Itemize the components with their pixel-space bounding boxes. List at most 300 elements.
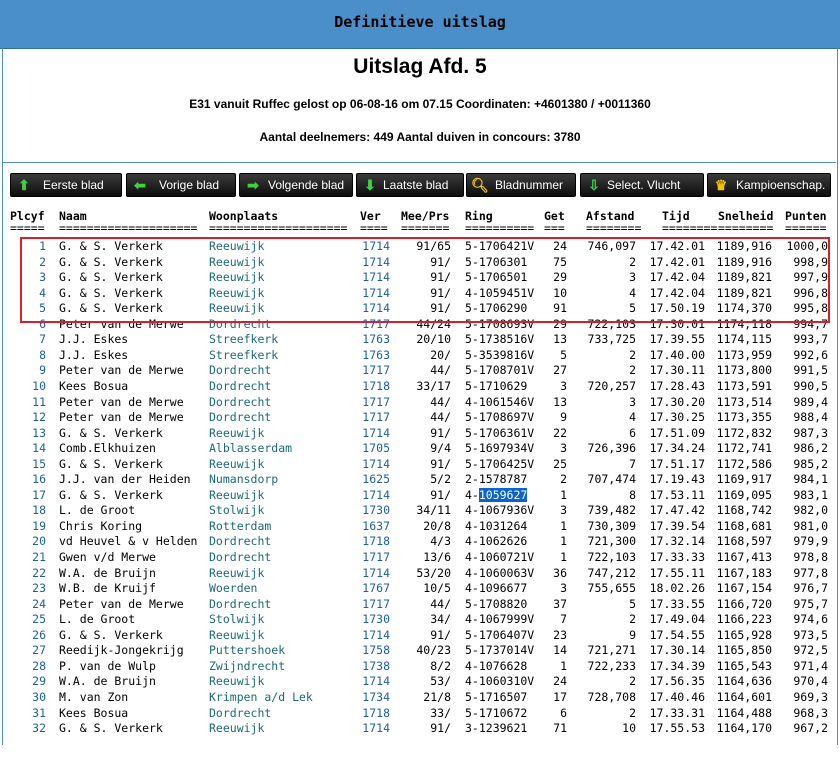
ring-cell: 4-1060310V xyxy=(465,674,535,688)
get-cell: 2 xyxy=(560,472,567,486)
name-cell: Gwen v/d Merwe xyxy=(59,550,156,564)
points-cell: 985,2 xyxy=(793,457,828,471)
points-cell: 986,2 xyxy=(793,441,828,455)
rank-link[interactable]: 4 xyxy=(39,286,46,300)
name-cell: P. van de Wulp xyxy=(59,659,156,673)
points-cell: 971,4 xyxy=(793,659,828,673)
name-cell: Peter van de Merwe xyxy=(59,395,184,409)
get-cell: 3 xyxy=(560,379,567,393)
distance-cell: 721,300 xyxy=(587,534,636,548)
speed-cell: 1168,681 xyxy=(716,519,772,533)
get-cell: 5 xyxy=(560,348,567,362)
points-cell: 987,3 xyxy=(793,426,828,440)
get-cell: 17 xyxy=(553,690,567,704)
speed-cell: 1173,800 xyxy=(716,363,772,377)
place-link[interactable]: Reeuwijk xyxy=(209,674,265,688)
mee-prs-cell: 44/ xyxy=(430,597,451,611)
place-link[interactable]: Alblasserdam xyxy=(209,441,293,455)
place-link[interactable]: Dordrecht xyxy=(209,363,272,377)
get-cell: 3 xyxy=(560,503,567,517)
time-cell: 17.39.54 xyxy=(649,519,705,533)
rank-link[interactable]: 18 xyxy=(32,503,46,517)
time-cell: 17.34.24 xyxy=(649,441,705,455)
ver-link[interactable]: 1718 xyxy=(362,534,390,548)
ver-link[interactable]: 1717 xyxy=(362,317,390,331)
speed-cell: 1169,917 xyxy=(716,472,772,486)
speed-cell: 1165,928 xyxy=(716,628,772,642)
speed-cell: 1169,095 xyxy=(716,488,772,502)
time-cell: 17.30.14 xyxy=(649,643,705,657)
name-cell: Kees Bosua xyxy=(59,379,129,393)
place-link[interactable]: Reeuwijk xyxy=(209,628,265,642)
column-underline: ======== xyxy=(718,221,774,235)
distance-cell: 2 xyxy=(629,706,636,720)
speed-cell: 1167,413 xyxy=(716,550,772,564)
distance-cell: 5 xyxy=(629,301,636,315)
rank-link[interactable]: 26 xyxy=(32,628,46,642)
participants-info: Aantal deelnemers: 449 Aantal duiven in concours: 3780 xyxy=(259,130,581,144)
column-underline: === xyxy=(544,221,565,235)
ring-cell: 5-1708693V xyxy=(465,317,535,331)
speed-cell: 1167,183 xyxy=(716,566,772,580)
select-flight-label: Select. Vlucht xyxy=(607,178,681,192)
ver-link[interactable]: 1714 xyxy=(362,674,390,688)
points-cell: 967,2 xyxy=(793,721,828,735)
time-cell: 17.19.43 xyxy=(649,472,705,486)
speed-cell: 1189,821 xyxy=(716,286,772,300)
ver-link[interactable]: 1734 xyxy=(362,690,390,704)
rank-link[interactable]: 12 xyxy=(32,410,46,424)
mee-prs-cell: 10/5 xyxy=(423,581,451,595)
place-link[interactable]: Puttershoek xyxy=(209,643,286,657)
ver-link[interactable]: 1625 xyxy=(362,472,390,486)
page-title: Uitslag Afd. 5 xyxy=(353,55,487,78)
get-cell: 1 xyxy=(560,659,567,673)
time-cell: 17.54.55 xyxy=(649,628,705,642)
mee-prs-cell: 44/ xyxy=(430,395,451,409)
column-underline: ========== xyxy=(465,221,535,235)
ring-cell: 5-1708701V xyxy=(465,363,535,377)
mee-prs-cell: 91/ xyxy=(430,286,451,300)
ring-cell xyxy=(465,489,545,502)
name-cell: G. & S. Verkerk xyxy=(59,255,163,269)
name-cell: Reedijk-Jongekrijg xyxy=(59,643,184,657)
torn-edge xyxy=(0,745,840,777)
place-link[interactable]: Dordrecht xyxy=(209,410,272,424)
rank-link[interactable]: 16 xyxy=(32,472,46,486)
ver-link[interactable]: 1714 xyxy=(362,457,390,471)
get-cell: 1 xyxy=(560,519,567,533)
column-underline: ==================== xyxy=(59,221,198,235)
distance-cell: 720,257 xyxy=(587,379,636,393)
rank-link[interactable]: 3 xyxy=(39,270,46,284)
get-cell: 7 xyxy=(560,612,567,626)
ring-cell: 5-1737014V xyxy=(465,643,535,657)
get-cell: 1 xyxy=(560,534,567,548)
rank-link[interactable]: 21 xyxy=(32,550,46,564)
ver-link[interactable]: 1717 xyxy=(362,410,390,424)
ver-link[interactable]: 1714 xyxy=(362,721,390,735)
ver-link[interactable]: 1763 xyxy=(362,332,390,346)
column-header: Ver xyxy=(360,209,381,223)
rank-link[interactable]: 31 xyxy=(32,706,46,720)
name-cell: Peter van de Merwe xyxy=(59,317,184,331)
ver-link[interactable]: 1717 xyxy=(362,597,390,611)
place-link[interactable]: Reeuwijk xyxy=(209,301,265,315)
place-link[interactable]: Reeuwijk xyxy=(209,270,265,284)
rank-link[interactable]: 25 xyxy=(32,612,46,626)
ver-link[interactable]: 1717 xyxy=(362,550,390,564)
distance-cell: 733,725 xyxy=(587,332,636,346)
distance-cell: 721,271 xyxy=(587,643,636,657)
place-link[interactable]: Reeuwijk xyxy=(209,488,265,502)
get-cell: 1 xyxy=(560,550,567,564)
place-link[interactable]: Woerden xyxy=(209,581,258,595)
arrow-up-icon: ⬆ xyxy=(18,177,30,193)
get-cell: 13 xyxy=(553,332,567,346)
ring-cell: 3-1239621 xyxy=(465,721,528,735)
speed-cell: 1166,720 xyxy=(716,597,772,611)
place-link[interactable]: Reeuwijk xyxy=(209,239,265,253)
rank-link[interactable]: 1 xyxy=(39,239,46,253)
time-cell: 17.51.09 xyxy=(649,426,705,440)
time-cell: 17.39.55 xyxy=(649,332,705,346)
ver-link[interactable]: 1718 xyxy=(362,379,390,393)
time-cell: 17.42.04 xyxy=(649,286,705,300)
time-cell: 17.49.04 xyxy=(649,612,705,626)
time-cell: 17.40.46 xyxy=(649,690,705,704)
speed-cell: 1164,636 xyxy=(716,674,772,688)
ver-link[interactable]: 1714 xyxy=(362,286,390,300)
release-info: E31 vanuit Ruffec gelost op 06-08-16 om 07.15 Coordinaten: +4601380 / +0011360 xyxy=(189,97,651,111)
place-link[interactable]: Reeuwijk xyxy=(209,566,265,580)
ring-cell: 5-1697934V xyxy=(465,441,535,455)
rank-link[interactable]: 27 xyxy=(32,643,46,657)
rank-link[interactable]: 23 xyxy=(32,581,46,595)
points-cell: 993,7 xyxy=(793,332,828,346)
get-cell: 10 xyxy=(553,286,567,300)
name-cell: Peter van de Merwe xyxy=(59,363,184,377)
ring-cell: 5-1710672 xyxy=(465,706,528,720)
mee-prs-cell: 91/ xyxy=(430,301,451,315)
place-link[interactable]: Reeuwijk xyxy=(209,286,265,300)
place-link[interactable]: Dordrecht xyxy=(209,550,272,564)
column-header: Snelheid xyxy=(718,209,774,223)
rank-link[interactable]: 22 xyxy=(32,566,46,580)
distance-cell: 10 xyxy=(622,721,636,735)
ver-link[interactable]: 1763 xyxy=(362,348,390,362)
distance-cell: 730,309 xyxy=(587,519,636,533)
get-cell: 36 xyxy=(553,566,567,580)
points-cell: 972,5 xyxy=(793,643,828,657)
mee-prs-cell: 5/2 xyxy=(430,472,451,486)
time-cell: 17.33.33 xyxy=(649,550,705,564)
place-link[interactable]: Zwijndrecht xyxy=(209,659,286,673)
ring-cell: 4-1031264 xyxy=(465,519,528,533)
distance-cell: 4 xyxy=(629,286,636,300)
column-header: Naam xyxy=(59,209,87,223)
mee-prs-cell: 9/4 xyxy=(430,441,451,455)
arrow-left-icon: ⬅ xyxy=(134,177,146,193)
time-cell: 17.55.53 xyxy=(649,721,705,735)
speed-cell: 1172,586 xyxy=(716,457,772,471)
place-link[interactable]: Numansdorp xyxy=(209,472,279,486)
first-page-button[interactable] xyxy=(10,173,122,197)
last-page-label: Laatste blad xyxy=(383,178,449,192)
name-cell: G. & S. Verkerk xyxy=(59,270,163,284)
ver-link[interactable]: 1730 xyxy=(362,612,390,626)
ring-cell: 5-1706290 xyxy=(465,301,528,315)
distance-cell: 2 xyxy=(629,612,636,626)
speed-cell: 1165,543 xyxy=(716,659,772,673)
crown-icon: ♛ xyxy=(714,177,728,193)
mee-prs-cell: 44/ xyxy=(430,410,451,424)
distance-cell: 747,212 xyxy=(587,566,636,580)
rank-link[interactable]: 6 xyxy=(39,317,46,331)
distance-cell: 2 xyxy=(629,363,636,377)
column-header: Get xyxy=(544,209,565,223)
place-link[interactable]: Krimpen a/d Lek xyxy=(209,690,313,704)
column-underline: ==================== xyxy=(209,221,348,235)
ver-link[interactable]: 1717 xyxy=(362,395,390,409)
name-cell: G. & S. Verkerk xyxy=(59,301,163,315)
points-cell: 968,3 xyxy=(793,706,828,720)
ver-link[interactable]: 1637 xyxy=(362,519,390,533)
get-cell: 3 xyxy=(560,441,567,455)
name-cell: M. van Zon xyxy=(59,690,129,704)
mee-prs-cell: 13/6 xyxy=(423,550,451,564)
ver-link[interactable]: 1717 xyxy=(362,363,390,377)
championship-button[interactable] xyxy=(707,173,831,197)
time-cell: 17.33.55 xyxy=(649,597,705,611)
distance-cell: 746,097 xyxy=(587,239,636,253)
ring-cell: 4-1062626 xyxy=(465,534,528,548)
name-cell: J.J. Eskes xyxy=(59,332,129,346)
rank-link[interactable]: 28 xyxy=(32,659,46,673)
first-page-label: Eerste blad xyxy=(43,178,104,192)
mee-prs-cell: 91/ xyxy=(430,628,451,642)
points-cell: 990,5 xyxy=(793,379,828,393)
place-link[interactable]: Reeuwijk xyxy=(209,426,265,440)
place-link[interactable]: Dordrecht xyxy=(209,317,272,331)
place-link[interactable]: Reeuwijk xyxy=(209,457,265,471)
select-flight-button[interactable] xyxy=(580,173,704,197)
rank-link[interactable]: 15 xyxy=(32,457,46,471)
mee-prs-cell: 53/ xyxy=(430,674,451,688)
distance-cell: 3 xyxy=(629,270,636,284)
mee-prs-cell: 40/23 xyxy=(416,643,451,657)
time-cell: 18.02.26 xyxy=(649,581,705,595)
mee-prs-cell: 33/ xyxy=(430,706,451,720)
ring-cell: 4-1060063V xyxy=(465,566,535,580)
place-link[interactable]: Stolwijk xyxy=(209,503,265,517)
ver-link[interactable]: 1714 xyxy=(362,426,390,440)
mee-prs-cell: 44/ xyxy=(430,363,451,377)
time-cell: 17.56.35 xyxy=(649,674,705,688)
place-link[interactable]: Streefkerk xyxy=(209,332,279,346)
ver-link[interactable]: 1718 xyxy=(362,706,390,720)
place-link[interactable]: Dordrecht xyxy=(209,534,272,548)
page-number-button[interactable] xyxy=(466,173,576,197)
points-cell: 988,4 xyxy=(793,410,828,424)
points-cell: 981,0 xyxy=(793,519,828,533)
rank-link[interactable]: 10 xyxy=(32,379,46,393)
ring-cell: 4-1061546V xyxy=(465,395,535,409)
points-cell: 995,8 xyxy=(793,301,828,315)
ver-link[interactable]: 1714 xyxy=(362,488,390,502)
points-cell: 994,7 xyxy=(793,317,828,331)
rank-link[interactable]: 7 xyxy=(39,332,46,346)
next-page-button[interactable] xyxy=(239,173,353,197)
name-cell: G. & S. Verkerk xyxy=(59,457,163,471)
ver-link[interactable]: 1714 xyxy=(362,255,390,269)
speed-cell: 1189,821 xyxy=(716,270,772,284)
rank-link[interactable]: 8 xyxy=(39,348,46,362)
rank-link[interactable]: 29 xyxy=(32,674,46,688)
previous-page-label: Vorige blad xyxy=(159,178,220,192)
ring-cell: 4-1059451V xyxy=(465,286,535,300)
points-cell: 979,9 xyxy=(793,534,828,548)
place-link[interactable]: Dordrecht xyxy=(209,395,272,409)
points-cell: 991,5 xyxy=(793,363,828,377)
place-link[interactable]: Dordrecht xyxy=(209,706,272,720)
rank-link[interactable]: 30 xyxy=(32,690,46,704)
ring-cell: 5-1706425V xyxy=(465,457,535,471)
distance-cell: 2 xyxy=(629,674,636,688)
speed-cell: 1173,959 xyxy=(716,348,772,362)
column-underline: ===== xyxy=(10,221,45,235)
rank-link[interactable]: 14 xyxy=(32,441,46,455)
ring-cell: 4-1067999V xyxy=(465,612,535,626)
distance-cell: 722,103 xyxy=(587,550,636,564)
rank-link[interactable]: 24 xyxy=(32,597,46,611)
distance-cell: 2 xyxy=(629,255,636,269)
name-cell: W.B. de Kruijf xyxy=(59,581,156,595)
distance-cell: 722,233 xyxy=(587,659,636,673)
time-cell: 17.53.11 xyxy=(649,488,705,502)
speed-cell: 1174,370 xyxy=(716,301,772,315)
time-cell: 17.42.01 xyxy=(649,255,705,269)
rank-link[interactable]: 20 xyxy=(32,534,46,548)
points-cell: 977,8 xyxy=(793,566,828,580)
place-link[interactable]: Dordrecht xyxy=(209,379,272,393)
name-cell: L. de Groot xyxy=(59,612,136,626)
column-header: Punten xyxy=(785,209,827,223)
ver-link[interactable]: 1738 xyxy=(362,659,390,673)
column-header: Plcyf xyxy=(10,209,45,223)
mee-prs-cell: 33/17 xyxy=(416,379,451,393)
points-cell: 978,8 xyxy=(793,550,828,564)
selected-ring-text[interactable]: 1059627 xyxy=(478,488,528,502)
ring-cell: 4-1067936V xyxy=(465,503,535,517)
column-header: Tijd xyxy=(662,209,690,223)
get-cell: 3 xyxy=(560,581,567,595)
mee-prs-cell: 34/ xyxy=(430,612,451,626)
get-cell: 6 xyxy=(560,706,567,720)
ver-link[interactable]: 1714 xyxy=(362,270,390,284)
time-cell: 17.55.11 xyxy=(649,566,705,580)
name-cell: J.J. van der Heiden xyxy=(59,472,191,486)
get-cell: 24 xyxy=(553,674,567,688)
ring-cell: 2-1578787 xyxy=(465,472,528,486)
ring-cell: 5-1706361V xyxy=(465,426,535,440)
name-cell: Kees Bosua xyxy=(59,706,129,720)
mee-prs-cell: 20/ xyxy=(430,348,451,362)
name-cell: G. & S. Verkerk xyxy=(59,426,163,440)
get-cell: 25 xyxy=(553,457,567,471)
ver-link[interactable]: 1730 xyxy=(362,503,390,517)
ver-link[interactable]: 1705 xyxy=(362,441,390,455)
column-header: Afstand xyxy=(586,209,635,223)
ver-link[interactable]: 1714 xyxy=(362,239,390,253)
place-link[interactable]: Streefkerk xyxy=(209,348,279,362)
mee-prs-cell: 20/10 xyxy=(416,332,451,346)
rank-link[interactable]: 2 xyxy=(39,255,46,269)
get-cell: 91 xyxy=(553,301,567,315)
name-cell: Peter van de Merwe xyxy=(59,597,184,611)
ver-link[interactable]: 1714 xyxy=(362,628,390,642)
rank-link[interactable]: 32 xyxy=(32,721,46,735)
ver-link[interactable]: 1714 xyxy=(362,301,390,315)
get-cell: 24 xyxy=(553,239,567,253)
points-cell: 989,4 xyxy=(793,395,828,409)
points-cell: 969,3 xyxy=(793,690,828,704)
points-cell: 973,5 xyxy=(793,628,828,642)
column-header: Mee/Prs xyxy=(401,209,450,223)
mee-prs-cell: 91/ xyxy=(430,721,451,735)
place-link[interactable]: Reeuwijk xyxy=(209,255,265,269)
get-cell: 23 xyxy=(553,628,567,642)
place-link[interactable]: Reeuwijk xyxy=(209,721,265,735)
ver-link[interactable]: 1714 xyxy=(362,566,390,580)
place-link[interactable]: Dordrecht xyxy=(209,597,272,611)
column-underline: ====== xyxy=(785,221,827,235)
rank-link[interactable]: 11 xyxy=(32,395,46,409)
distance-cell: 728,708 xyxy=(587,690,636,704)
name-cell: W.A. de Bruijn xyxy=(59,674,156,688)
speed-cell: 1173,591 xyxy=(716,379,772,393)
mee-prs-cell: 91/ xyxy=(430,488,451,502)
name-cell: G. & S. Verkerk xyxy=(59,488,163,502)
rank-link[interactable]: 9 xyxy=(39,363,46,377)
download-icon: ⇩ xyxy=(588,177,600,193)
name-cell: Chris Koring xyxy=(59,519,143,533)
previous-page-button[interactable] xyxy=(126,173,236,197)
last-page-button[interactable] xyxy=(356,173,464,197)
place-link[interactable]: Stolwijk xyxy=(209,612,265,626)
rank-link[interactable]: 17 xyxy=(32,488,46,502)
time-cell: 17.34.39 xyxy=(649,659,705,673)
speed-cell: 1166,223 xyxy=(716,612,772,626)
ver-link[interactable]: 1767 xyxy=(362,581,390,595)
place-link[interactable]: Rotterdam xyxy=(209,519,272,533)
ring-cell: 4-1076628 xyxy=(465,659,528,673)
rank-link[interactable]: 19 xyxy=(32,519,46,533)
name-cell: Peter van de Merwe xyxy=(59,410,184,424)
distance-cell: 2 xyxy=(629,348,636,362)
get-cell: 9 xyxy=(560,410,567,424)
speed-cell: 1189,916 xyxy=(716,255,772,269)
rank-link[interactable]: 5 xyxy=(39,301,46,315)
ver-link[interactable]: 1758 xyxy=(362,643,390,657)
ring-cell: 5-1706501 xyxy=(465,270,528,284)
arrow-right-icon: ➡ xyxy=(247,177,259,193)
points-cell: 976,7 xyxy=(793,581,828,595)
time-cell: 17.42.01 xyxy=(649,239,705,253)
name-cell: G. & S. Verkerk xyxy=(59,239,163,253)
rank-link[interactable]: 13 xyxy=(32,426,46,440)
mee-prs-cell: 20/8 xyxy=(423,519,451,533)
